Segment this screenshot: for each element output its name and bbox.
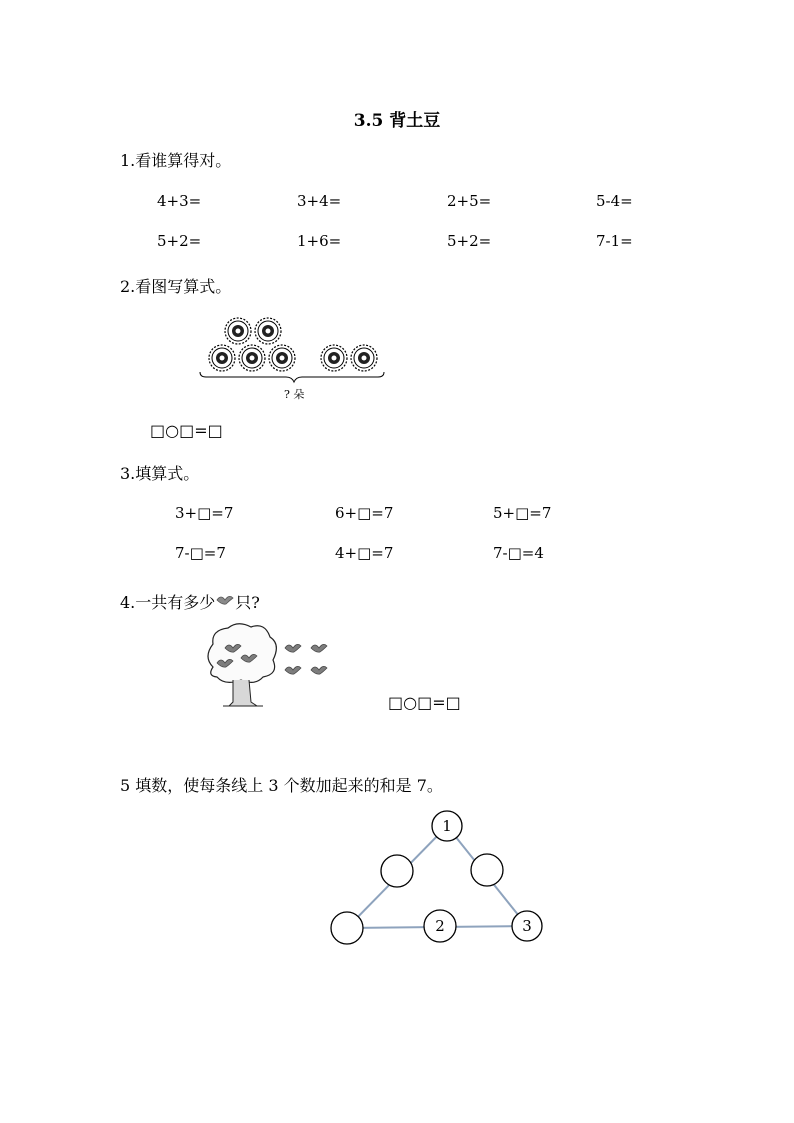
q3-expr: 7-□=7 [175,544,226,562]
number-circle-left-mid[interactable] [381,855,413,887]
q1-expr: 3+4= [297,192,342,210]
q3-heading: 3.填算式。 [120,464,200,483]
q4-heading-prefix: 4.一共有多少 [120,593,216,612]
q3-expr: 4+□=7 [335,544,394,562]
q2-answer-boxes[interactable]: □○□=□ [150,421,223,440]
q2-heading: 2.看图写算式。 [120,277,232,296]
q3-expr: 7-□=4 [493,544,544,562]
q1-expr: 5+2= [447,232,492,250]
q1-heading: 1.看谁算得对。 [120,151,232,170]
q1-expr: 7-1= [596,232,633,250]
circle-value: 3 [522,917,532,935]
circle-value: 1 [442,817,452,835]
q3-expr: 6+□=7 [335,504,394,522]
q5-heading: 5 填数，使每条线上 3 个数加起来的和是 7。 [120,776,443,795]
q3-expr: 3+□=7 [175,504,234,522]
q1-expr: 5-4= [596,192,633,210]
q1-expr: 4+3= [157,192,202,210]
brace-label: ? 朵 [284,388,305,401]
q3-expr: 5+□=7 [493,504,552,522]
circle-value: 2 [435,917,445,935]
number-circle-bottom-left[interactable] [331,912,363,944]
q1-expr: 2+5= [447,192,492,210]
q4-heading-suffix: 只? [235,593,260,612]
number-circle-right-mid[interactable] [471,854,503,886]
q1-expr: 5+2= [157,232,202,250]
page-title: 3.5 背土豆 [353,111,441,131]
q1-expr: 1+6= [297,232,342,250]
q4-answer-boxes[interactable]: □○□=□ [388,693,461,712]
